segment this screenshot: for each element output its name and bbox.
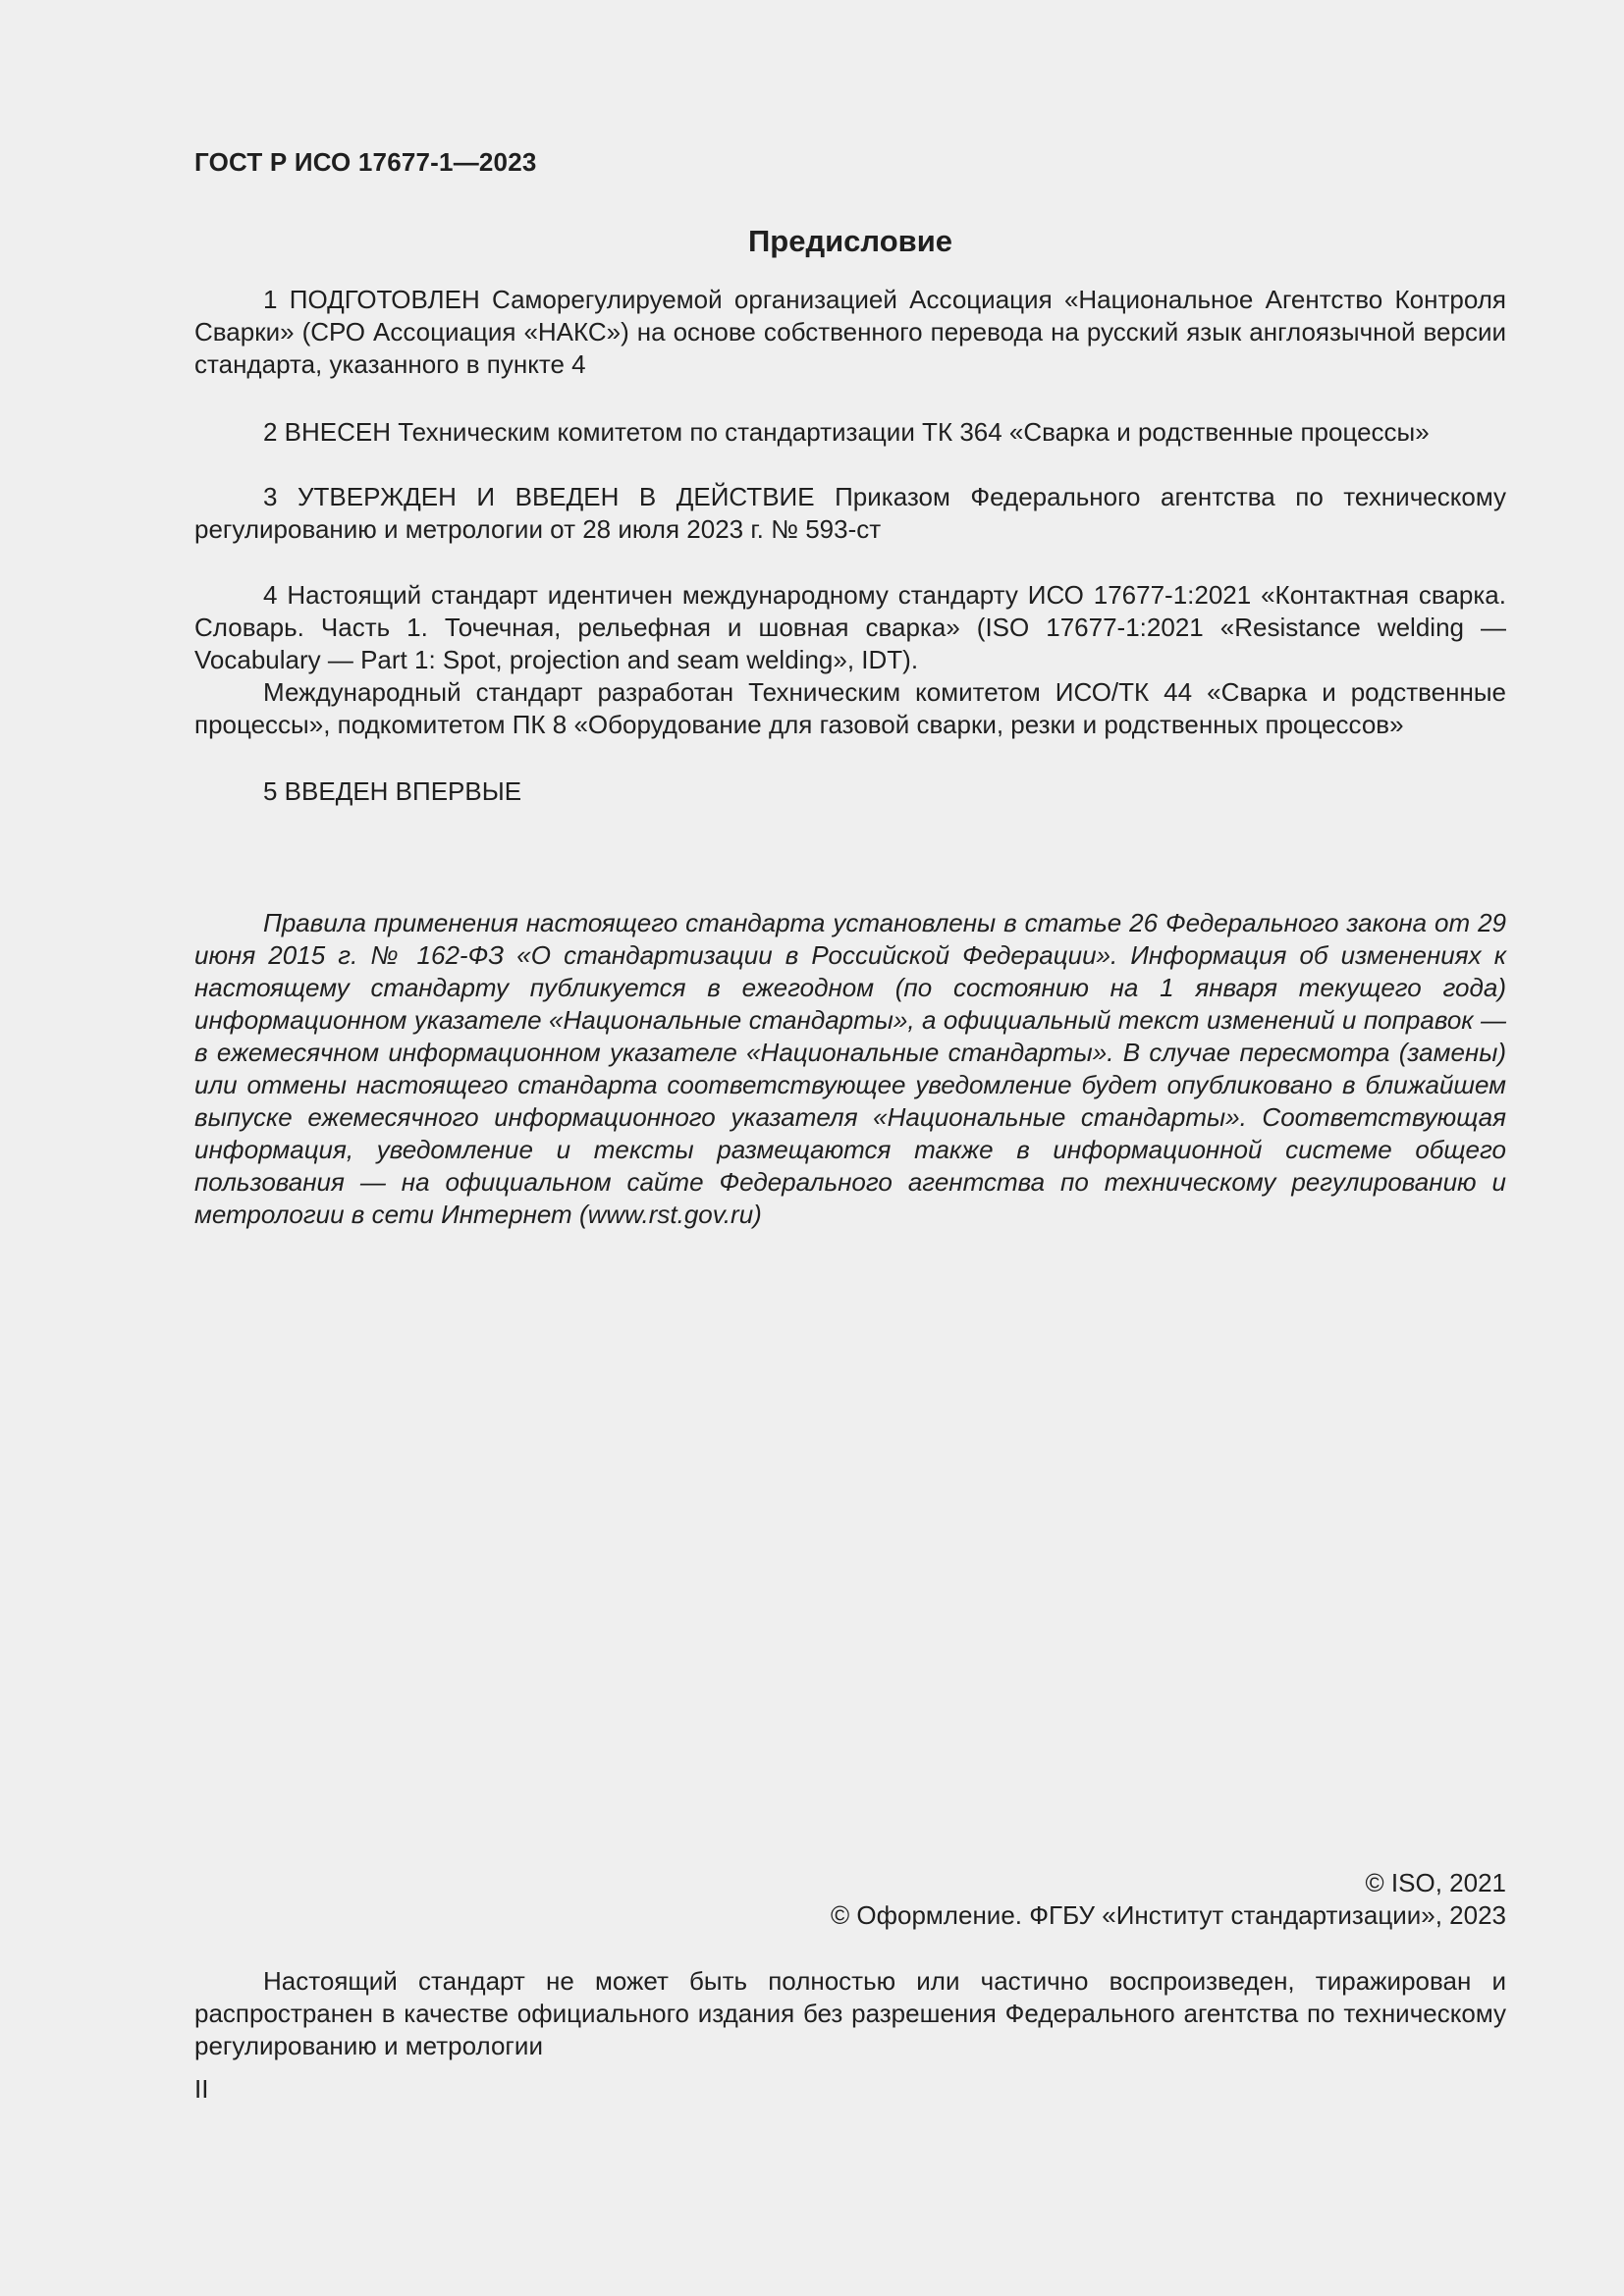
- foreword-item-text: 2 ВНЕСЕН Техническим комитетом по стандартизации ТК 364 «Сварка и родственные процессы»: [263, 417, 1430, 447]
- foreword-item-text: 4 Настоящий стандарт идентичен международному стандарту ИСО 17677-1:2021 «Контактная сварка. Словарь. Часть 1. Точечная, рельефная и шовная сварка» (ISO 17677-1:2021 «Resistance welding — Vocabulary — Part 1: Spot, projection and seam welding», IDT).: [194, 580, 1506, 674]
- foreword-item-text: 3 УТВЕРЖДЕН И ВВЕДЕН В ДЕЙСТВИЕ Приказом Федерального агентства по техническому регулированию и метрологии от 28 июля 2023 г. № 593-ст: [194, 482, 1506, 544]
- page-title: Предисловие: [747, 224, 952, 258]
- copyright-block: [194, 1867, 1506, 1932]
- notice-text: Правила применения настоящего стандарта установлены в статье 26 Федерального закона от 29 июня 2015 г. № 162-ФЗ «О стандартизации в Российской Федерации». Информация об изменениях к настоящему стандарту публикуется в ежегодном (по состоянию на 1 января текущего года) информационном указателе «Национальные стандарты», а официальный текст изменений и поправок — в ежемесячном информационном указателе «Национальные стандарты». В случае пересмотра (замены) или отмены настоящего стандарта соответствующее уведомление будет опубликовано в ближайшем выпуске ежемесячного информационного указателя «Национальные стандарты». Соответствующая информация, уведомление и тексты размещаются также в информационной системе общего пользования — на официальном сайте Федерального агентства по техническому регулированию и метрологии в сети Интернет (www.rst.gov.ru): [194, 908, 1506, 1229]
- foreword-item-subtext: Международный стандарт разработан Техническим комитетом ИСО/ТК 44 «Сварка и родственные процессы», подкомитетом ПК 8 «Оборудование для газовой сварки, резки и родственных процессов»: [194, 677, 1506, 739]
- foreword-item-4: [194, 579, 1506, 741]
- reproduction-notice-text: Настоящий стандарт не может быть полностью или частично воспроизведен, тиражирован и распространен в качестве официального издания без разрешения Федерального агентства по техническому регулированию и метрологии: [194, 1966, 1506, 2060]
- foreword-item-5: [194, 775, 1506, 808]
- foreword-item-text: 1 ПОДГОТОВЛЕН Саморегулируемой организацией Ассоциация «Национальное Агентство Контроля Сварки» (СРО Ассоциация «НАКС») на основе собственного перевода на русский язык англоязычной версии стандарта, указанного в пункте 4: [194, 285, 1506, 379]
- document-header: ГОСТ Р ИСО 17677-1—2023: [194, 147, 537, 177]
- application-rules-notice: [194, 907, 1506, 1231]
- document-page: [194, 0, 1506, 2296]
- foreword-item-1: [194, 284, 1506, 381]
- foreword-item-3: [194, 481, 1506, 546]
- reproduction-notice: [194, 1965, 1506, 2062]
- foreword-item-text: 5 ВВЕДЕН ВПЕРВЫЕ: [263, 776, 522, 806]
- foreword-item-2: [194, 416, 1506, 449]
- copyright-design: © Оформление. ФГБУ «Институт стандартизации», 2023: [831, 1900, 1506, 1930]
- page-number: II: [194, 2074, 209, 2104]
- copyright-iso: © ISO, 2021: [1365, 1868, 1506, 1897]
